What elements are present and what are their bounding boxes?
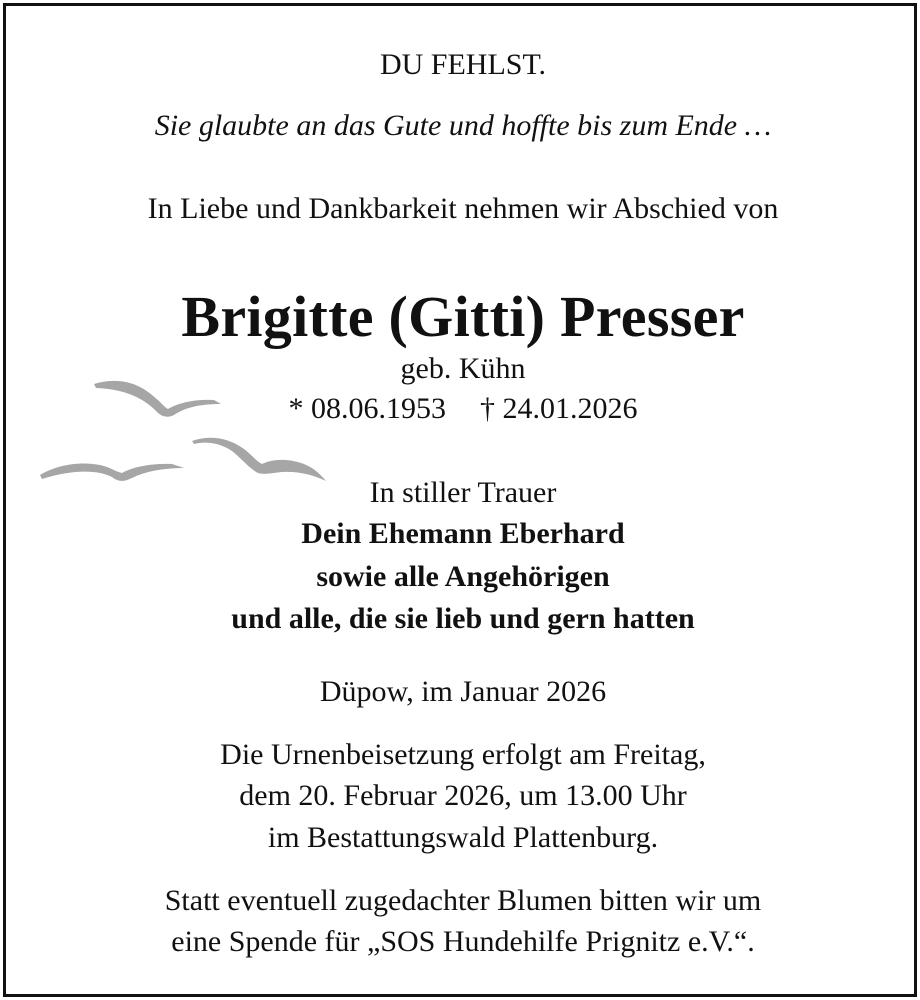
place-and-date: Düpow, im Januar 2026: [319, 675, 607, 708]
deceased-name: Brigitte (Gitti) Presser: [181, 284, 745, 349]
birth-date: * 08.06.1953: [288, 392, 446, 425]
farewell-intro: In Liebe und Dankbarkeit nehmen wir Abschied von: [147, 192, 779, 225]
mourner-line: Dein Ehemann Eberhard: [301, 517, 625, 550]
motto-quote: Sie glaubte an das Gute und hoffte bis zum Ende …: [154, 109, 772, 142]
notice-headline: DU FEHLST.: [379, 48, 547, 81]
birth-name: geb. Kühn: [400, 352, 526, 385]
mourning-heading: In stiller Trauer: [369, 476, 557, 509]
obituary-notice: [3, 3, 917, 997]
bird-icon: [192, 438, 326, 481]
death-date: † 24.01.2026: [480, 392, 638, 425]
funeral-info-line: Die Urnenbeisetzung erfolgt am Freitag,: [220, 738, 706, 771]
mourner-line: und alle, die sie lieb und gern hatten: [231, 602, 695, 635]
mourner-line: sowie alle Angehörigen: [316, 560, 610, 593]
funeral-info-line: dem 20. Februar 2026, um 13.00 Uhr: [239, 779, 687, 812]
donation-request-line: Statt eventuell zugedachter Blumen bitten wir um: [164, 884, 762, 917]
donation-request-line: eine Spende für „SOS Hundehilfe Prignitz e.V.“.: [171, 925, 755, 958]
bird-icon: [94, 381, 221, 417]
funeral-info-line: im Bestattungswald Plattenburg.: [267, 821, 659, 854]
